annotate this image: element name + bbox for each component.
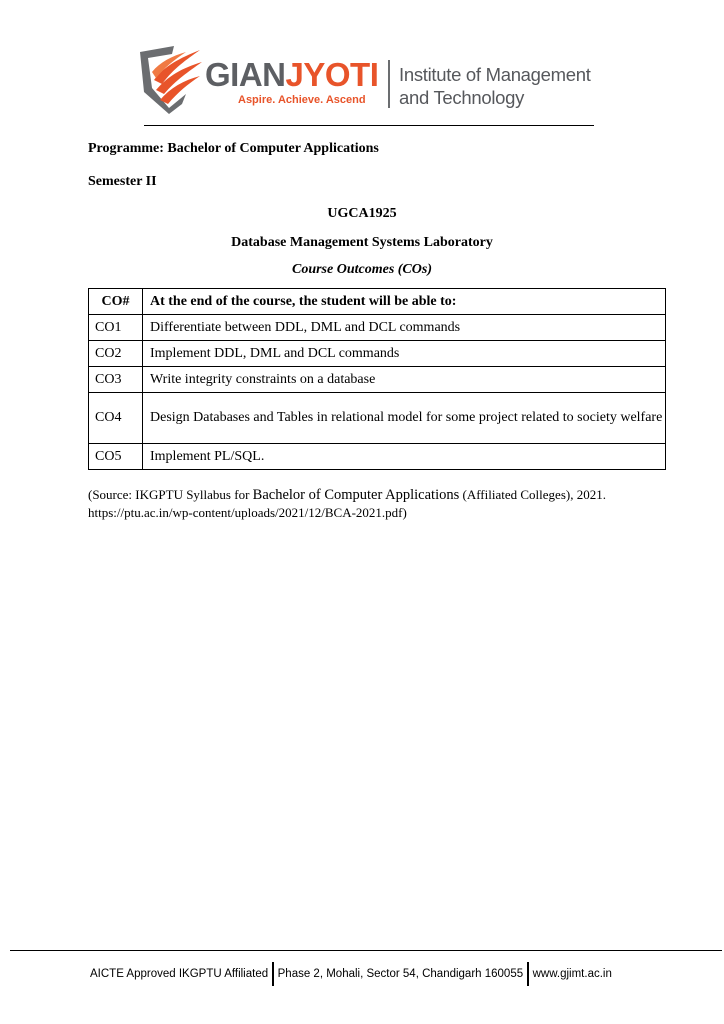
footer-website[interactable]: www.gjimt.ac.in xyxy=(532,968,612,980)
logo-divider xyxy=(388,60,390,108)
footer-separator xyxy=(272,962,274,986)
table-cell-outcome: Differentiate between DDL, DML and DCL commands xyxy=(143,315,666,341)
brand-name-part2: JYOTI xyxy=(285,56,379,93)
table-header-row xyxy=(89,289,666,315)
source-citation xyxy=(88,486,658,522)
table-row xyxy=(89,315,666,341)
table-cell-co: CO5 xyxy=(89,444,143,470)
semester-line: Semester II xyxy=(88,174,157,189)
source-citation-part1: (Source: IKGPTU Syllabus for xyxy=(88,487,253,502)
header-rule xyxy=(144,125,594,126)
shield-flame-icon xyxy=(134,44,204,116)
table-cell-co: CO3 xyxy=(89,367,143,393)
footer-approval: AICTE Approved IKGPTU Affiliated xyxy=(90,968,269,980)
institute-logo xyxy=(134,44,604,114)
source-citation-part3: (Affiliated Colleges), 2021. https://ptu.ac.in/wp-content/uploads/2021/12/BCA-2021.pdf) xyxy=(88,487,606,520)
table-header-co: CO# xyxy=(89,289,143,315)
footer xyxy=(90,962,612,986)
source-citation-programme: Bachelor of Computer Applications xyxy=(252,487,460,503)
brand-tagline: Aspire. Achieve. Ascend xyxy=(238,94,366,106)
table-cell-outcome: Write integrity constraints on a database xyxy=(143,367,666,393)
table-cell-outcome: Design Databases and Tables in relational model for some project related to society welfare xyxy=(143,393,666,444)
table-row xyxy=(89,393,666,444)
table-cell-outcome: Implement DDL, DML and DCL commands xyxy=(143,341,666,367)
table-cell-co: CO2 xyxy=(89,341,143,367)
brand-name-part1: GIAN xyxy=(205,56,286,93)
programme-line: Programme: Bachelor of Computer Applications xyxy=(88,141,379,156)
section-title: Course Outcomes (COs) xyxy=(291,262,432,277)
table-row xyxy=(89,341,666,367)
table-cell-outcome: Implement PL/SQL. xyxy=(143,444,666,470)
institute-name-line2: and Technology xyxy=(399,87,525,108)
brand-name xyxy=(205,58,378,91)
institute-name-line1: Institute of Management xyxy=(399,64,591,85)
course-title: Database Management Systems Laboratory xyxy=(231,235,493,250)
course-outcomes-table xyxy=(88,288,666,470)
table-cell-co: CO4 xyxy=(89,393,143,444)
table-row xyxy=(89,444,666,470)
course-code: UGCA1925 xyxy=(327,206,397,221)
table-cell-co: CO1 xyxy=(89,315,143,341)
footer-address: Phase 2, Mohali, Sector 54, Chandigarh 160055 xyxy=(277,968,524,980)
institute-name xyxy=(399,63,591,109)
table-header-outcome: At the end of the course, the student will be able to: xyxy=(143,289,666,315)
table-row xyxy=(89,367,666,393)
footer-separator xyxy=(527,962,529,986)
footer-rule xyxy=(10,950,722,951)
